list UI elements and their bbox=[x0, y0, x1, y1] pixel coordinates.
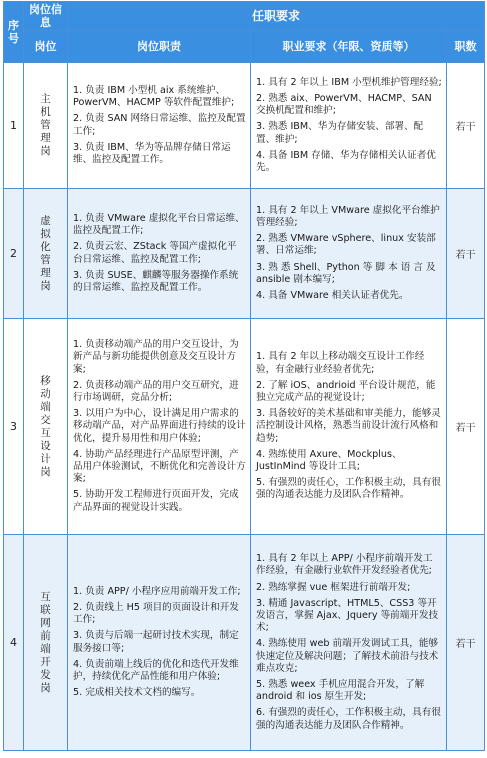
qualification-item: 5. 有强烈的责任心，工作积极主动，具有很强的沟通表达能力及团队合作精神。 bbox=[256, 477, 441, 501]
qualification-item: 1. 具有 2 年以上 IBM 小型机维护管理经验; bbox=[256, 76, 442, 88]
duties-cell bbox=[68, 319, 251, 535]
duty-item: 3. 以用户为中心，设计满足用户需求的移动端产品，对产品界面进行持续的设计优化，提升易用性和用户体验; bbox=[73, 408, 246, 444]
qualification-item: 4. 熟练使用 Axure、Mockplus、JustInMind 等设计工具; bbox=[256, 448, 402, 472]
headcount: 若干 bbox=[447, 63, 485, 189]
qualifications-cell bbox=[251, 535, 447, 751]
row-number: 4 bbox=[4, 535, 24, 751]
duty-item: 2. 负责移动端产品的用户交互研究，进行市场调研，竞品分析; bbox=[73, 379, 239, 403]
duty-item: 1. 负责 VMware 虚拟化平台日常运维、监控及配置工作; bbox=[73, 212, 245, 237]
header-position: 岗位 bbox=[24, 31, 68, 63]
duty-item: 2. 负责线上 H5 项目的页面设计和开发工作; bbox=[73, 601, 239, 626]
position-title: 移动端交互设计岗 bbox=[24, 319, 68, 535]
header-requirements: 任职要求 bbox=[68, 2, 485, 31]
duty-item: 1. 负责 APP/ 小程序应用前端开发工作; bbox=[73, 585, 241, 597]
qualifications-cell bbox=[251, 319, 447, 535]
qualification-item: 4. 熟练使用 web 前端开发调试工具，能够快速定位及解决问题；了解技术前沿与技术难点攻克; bbox=[256, 638, 439, 674]
row-number: 3 bbox=[4, 319, 24, 535]
header-qualifications: 职业要求（年限、资质等） bbox=[251, 31, 447, 63]
table-row bbox=[4, 63, 485, 189]
qualification-item: 2. 熟练掌握 vue 框架进行前端开发; bbox=[256, 581, 411, 593]
position-title: 虚拟化管理岗 bbox=[24, 189, 68, 319]
row-number: 1 bbox=[4, 63, 24, 189]
qualification-item: 3. 精通 Javascript、HTML5、CSS3 等开发语言，掌握 Ajax、Jquery 等前端开发技术; bbox=[256, 597, 439, 634]
qualifications-cell bbox=[251, 63, 447, 189]
table-row bbox=[4, 319, 485, 535]
duty-item: 5. 完成相关技术文档的编写。 bbox=[73, 687, 201, 699]
header-duties: 岗位职责 bbox=[68, 31, 251, 63]
duty-item: 5. 协助开发工程师进行页面开发，完成产品界面的视觉设计实践。 bbox=[73, 489, 239, 513]
duty-item: 4. 负责前端上线后的优化和迭代开发维护，持续优化产品性能和用户体验; bbox=[73, 658, 239, 682]
duty-item: 2. 负责云宏、ZStack 等国产虚拟化平台日常运维、监控及配置工作; bbox=[73, 241, 237, 265]
qualifications-cell bbox=[251, 189, 447, 319]
duty-item: 3. 负责 IBM、华为等品牌存储日常运维、监控及配置工作。 bbox=[73, 141, 231, 165]
qualification-item: 2. 熟悉 VMware vSphere、linux 安装部署、日常运维; bbox=[256, 233, 436, 257]
duty-item: 3. 负责 SUSE、麒麟等服务器操作系统的日常运维、监控及配置工作。 bbox=[73, 269, 239, 293]
qualification-item: 1. 具有 2 年以上 VMware 虚拟化平台维护管理经验; bbox=[256, 204, 440, 228]
header-position-info: 岗位信息 bbox=[24, 2, 68, 31]
duty-item: 3. 负责与后端一起研讨技术实现，制定服务接口等; bbox=[73, 630, 239, 654]
qualification-item: 1. 具有 2 年以上移动端交互设计工作经验，有金融行业经验者优先; bbox=[256, 351, 425, 375]
header-count: 职数 bbox=[447, 31, 485, 63]
qualification-item: 1. 具有 2 年以上 APP/ 小程序前端开发工作经验，有金融行业软件开发经验者优先; bbox=[256, 553, 433, 577]
headcount: 若干 bbox=[447, 535, 485, 751]
qualification-item: 3. 熟悉 IBM、华为存储安装、部署、配置、维护; bbox=[256, 121, 424, 145]
duty-item: 1. 负责 IBM 小型机 aix 系统维护、PowerVM、HACMP 等软件配置维护; bbox=[73, 84, 235, 109]
qualification-item: 2. 了解 iOS、andrioid 平台设计规范，能独立完成产品的视觉设计; bbox=[256, 379, 436, 403]
qualification-item: 5. 熟悉 weex 手机应用混合开发，了解 android 和 ios 原生开发; bbox=[256, 679, 425, 703]
duty-item: 4. 协助产品经理进行产品原型评测，产品用户体验测试，不断优化和完善设计方案; bbox=[73, 448, 246, 485]
qualification-item: 6. 有强烈的责任心，工作积极主动，具有很强的沟通表达能力及团队合作精神。 bbox=[256, 707, 441, 731]
table-row bbox=[4, 535, 485, 751]
qualification-item: 3. 熟 悉 Shell、Python 等 脚 本 语 言 及 ansible 剧本编写; bbox=[256, 261, 436, 285]
duty-item: 1. 负责移动端产品的用户交互设计，为新产品与新功能提供创意及交互设计方案; bbox=[73, 339, 239, 375]
duties-cell bbox=[68, 189, 251, 319]
row-number: 2 bbox=[4, 189, 24, 319]
headcount: 若干 bbox=[447, 319, 485, 535]
position-title: 主机管理岗 bbox=[24, 63, 68, 189]
duty-item: 2. 负责 SAN 网络日常运维、监控及配置工作; bbox=[73, 113, 246, 137]
headcount: 若干 bbox=[447, 189, 485, 319]
duties-cell bbox=[68, 63, 251, 189]
qualification-item: 4. 具备 VMware 相关认证者优先。 bbox=[256, 290, 409, 301]
job-requirements-table bbox=[3, 1, 485, 751]
qualification-item: 3. 具备较好的美术基础和审美能力，能够灵活控制设计风格，熟悉当前设计流行风格和趋势; bbox=[256, 408, 441, 444]
table-row bbox=[4, 189, 485, 319]
qualification-item: 4. 具备 IBM 存储、华为存储相关认证者优先。 bbox=[256, 149, 436, 173]
duties-cell bbox=[68, 535, 251, 751]
header-seq: 序号 bbox=[4, 2, 24, 63]
qualification-item: 2. 熟悉 aix、PowerVM、HACMP、SAN 交换机配置和维护; bbox=[256, 92, 432, 117]
position-title: 互联网前端开发岗 bbox=[24, 535, 68, 751]
